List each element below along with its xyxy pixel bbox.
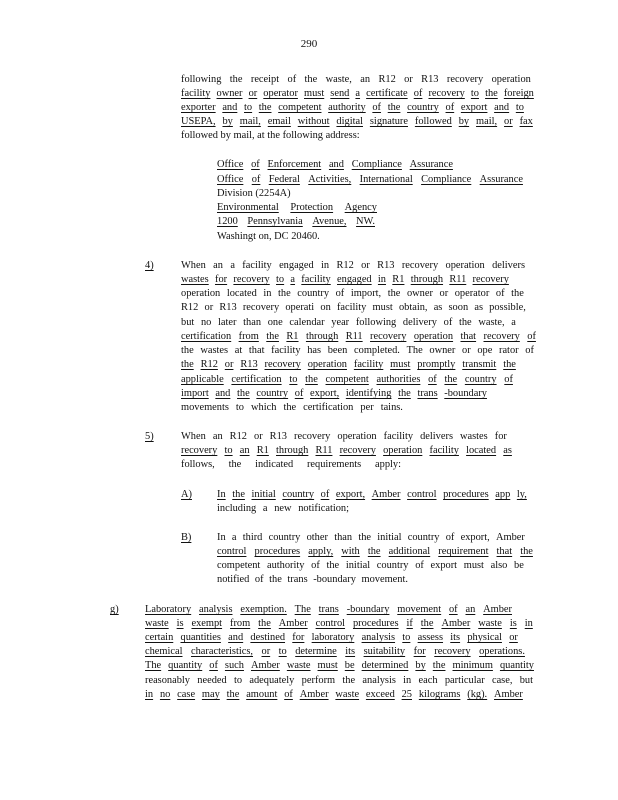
text-line: recovery to an R1 through R11 recovery operation facility located as [181, 445, 512, 456]
text-line: exporter and to the competent authority of the country of export and to [181, 102, 524, 113]
address-line: Division (2254A) [217, 188, 291, 199]
text-line: wastes for recovery to a facility engaged in R1 through R11 recovery [181, 274, 509, 285]
address-line: Office of Federal Activities, International Compliance Assurance [217, 174, 523, 185]
text-line: control procedures apply, with the additional requirement that the [217, 546, 533, 557]
text-line: competent authority of the initial country of export must also be [217, 560, 524, 571]
text-line: operation located in the country of import, the owner or operator of the [181, 288, 524, 299]
text-line: chemical characteristics, or to determine its suitability for recovery operations. [145, 646, 525, 657]
text-line: In a third country other than the initial country of export, Amber [217, 532, 525, 543]
text-line: When an R12 or R13 recovery operation facility delivers wastes for [181, 431, 507, 442]
text-line: certification from the R1 through R11 recovery operation that recovery of [181, 331, 536, 342]
text-line: Laboratory analysis exemption. The trans -boundary movement of an Amber [145, 604, 512, 615]
text-line: including a new notification; [217, 503, 349, 514]
text-line: waste is exempt from the Amber control procedures if the Amber waste is in [145, 618, 533, 629]
address-line: 1200 Pennsylvania Avenue, NW. [217, 216, 375, 227]
item-label: g) [110, 604, 119, 615]
text-line: movements to which the certification per tains. [181, 402, 403, 413]
text-line: following the receipt of the waste, an R12 or R13 recovery operation [181, 74, 531, 85]
text-line: followed by mail, at the following address: [181, 130, 360, 141]
address-line: Environmental Protection Agency [217, 202, 377, 213]
item-label: 4) [145, 260, 154, 271]
text-line: the wastes at that facility has been completed. The owner or ope rator of [181, 345, 534, 356]
text-line: import and the country of export, identifying the trans -boundary [181, 388, 487, 399]
item-label: 5) [145, 431, 154, 442]
text-line: but no later than one calendar year following delivery of the waste, a [181, 317, 516, 328]
page-number: 290 [300, 38, 318, 50]
text-line: reasonably needed to adequately perform the analysis in each particular case, but [145, 675, 533, 686]
item-label: B) [181, 532, 192, 543]
text-line: the R12 or R13 recovery operation facility must promptly transmit the [181, 359, 516, 370]
text-line: facility owner or operator must send a certificate of recovery to the foreign [181, 88, 534, 99]
text-line: R12 or R13 recovery operati on facility must obtain, as soon as possible, [181, 302, 526, 313]
text-line: applicable certification to the competent authorities of the country of [181, 374, 513, 385]
address-line: Office of Enforcement and Compliance Assurance [217, 159, 453, 170]
text-line: When an a facility engaged in R12 or R13 recovery operation delivers [181, 260, 525, 271]
text-line: In the initial country of export, Amber control procedures app ly, [217, 489, 527, 500]
item-label: A) [181, 489, 192, 500]
address-line: Washingt on, DC 20460. [217, 231, 320, 242]
text-line: certain quantities and destined for laboratory analysis to assess its physical or [145, 632, 518, 643]
text-line: in no case may the amount of Amber waste exceed 25 kilograms (kg). Amber [145, 689, 523, 700]
text-line: USEPA, by mail, email without digital signature followed by mail, or fax [181, 116, 533, 127]
text-line: notified of the trans -boundary movement. [217, 574, 408, 585]
text-line: follows, the indicated requirements apply: [181, 459, 401, 470]
text-line: The quantity of such Amber waste must be determined by the minimum quantity [145, 660, 534, 671]
